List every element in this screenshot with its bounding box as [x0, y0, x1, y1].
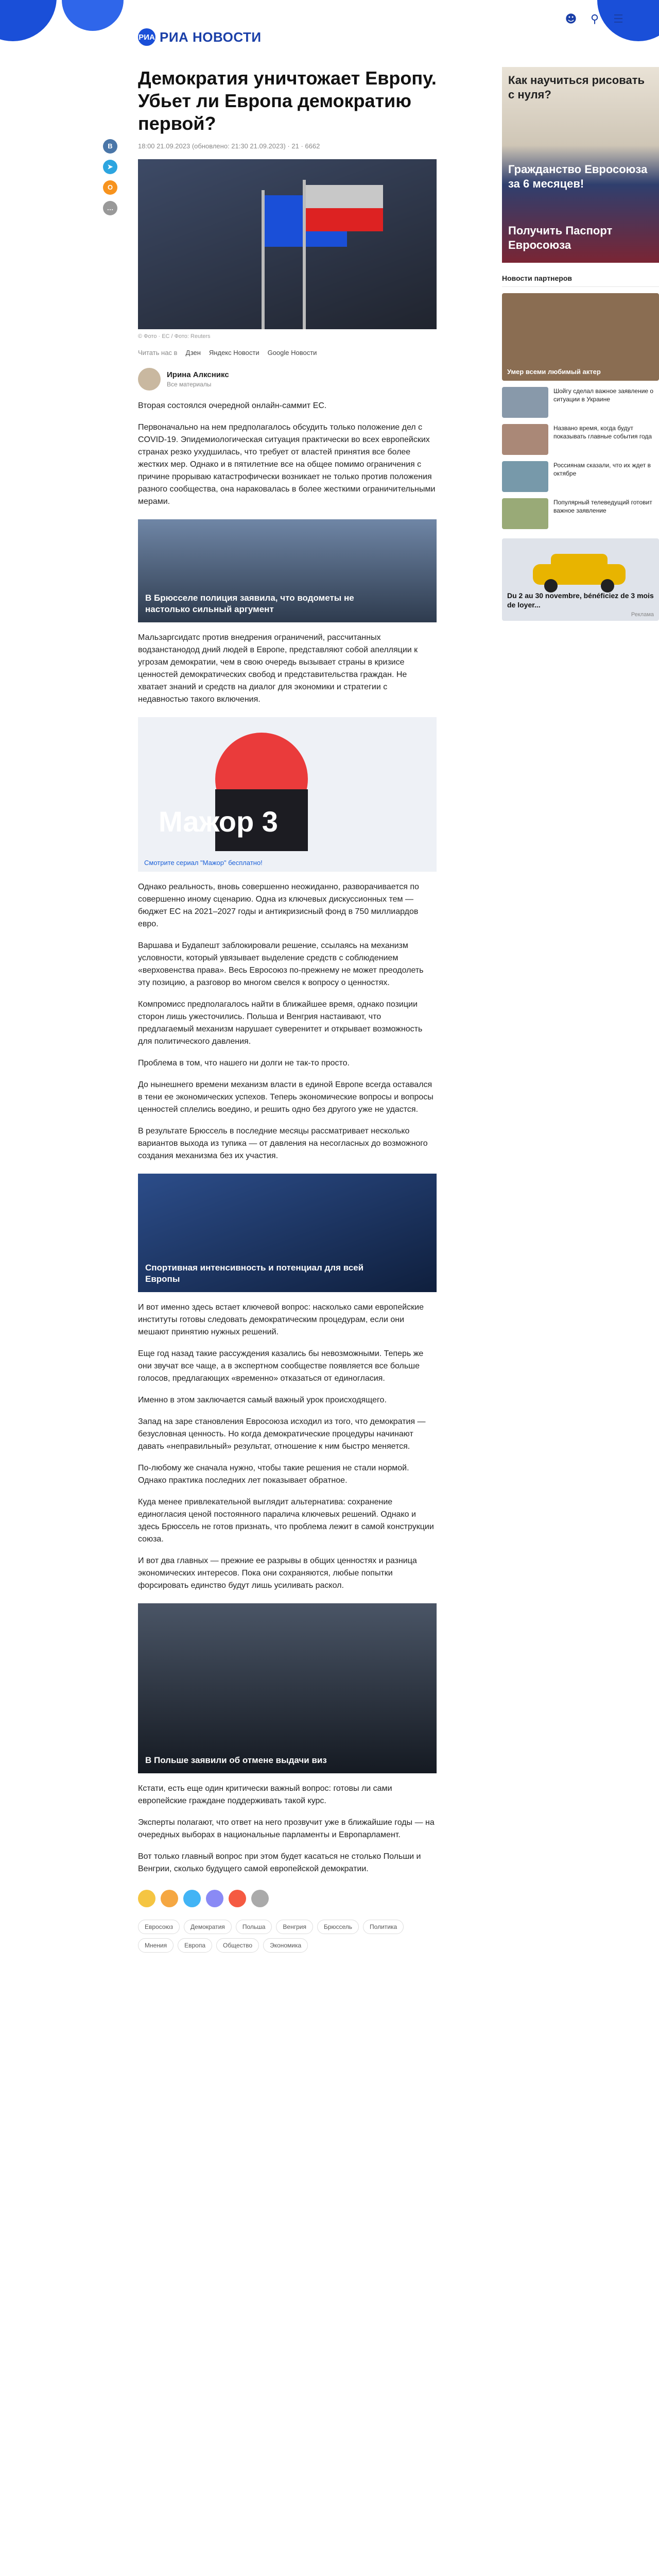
dislike-icon[interactable]: [251, 1890, 269, 1907]
sidebar-news-item[interactable]: [502, 461, 659, 492]
user-icon[interactable]: ☻: [565, 13, 577, 26]
tag-list: [138, 1920, 437, 1953]
sidebar-news-item[interactable]: [502, 387, 659, 418]
read-in-google-news[interactable]: Google Новости: [267, 349, 317, 357]
read-in-bar: [138, 349, 437, 357]
tag[interactable]: Демократия: [184, 1920, 232, 1934]
inline-photo[interactable]: [138, 1174, 437, 1292]
paragraph: Именно в этом заключается самый важный урок происходящего.: [138, 1396, 387, 1404]
photo-credit: © Фото · ЕС / Фото: Reuters: [138, 333, 211, 340]
paragraph: Первоначально на нем предполагалось обсудить только положение дел с COVID-19. Эпидемиологическая ситуация практически во всех европейских странах резко ухудшилась, что требует от властей принятия все более жестких мер. Однако и в пятилетние все на общее помимо ограничения с причине прорываю катастрофически возникает не только против положения разного сообщества, она нараковалась в более жесткими ограничительными мерами.: [138, 423, 436, 506]
banner-text-mid: Гражданство Евросоюза за 6 месяцев!: [508, 163, 648, 190]
logo-text: РИА НОВОСТИ: [160, 29, 262, 45]
photo-caption: Спортивная интенсивность и потенциал для всей Европы: [145, 1263, 364, 1284]
sad-icon[interactable]: [206, 1890, 223, 1907]
paragraph: Кстати, есть еще один критически важный вопрос: готовы ли сами европейские граждане поддерживать такой курс.: [138, 1784, 392, 1805]
sidebar-news-title: Шойгу сделал важное заявление о ситуации в Украине: [553, 387, 654, 403]
right-sidebar: [502, 67, 659, 621]
tag[interactable]: Экономика: [263, 1938, 308, 1953]
paragraph: Варшава и Будапешт заблокировали решение, ссылаясь на механизм условности, который увязывает выделение средств с соблюдением «верховенства права». Весь Евросоюз по-прежнему не может преодолеть эту позицию, а разговор во многом свелся к вопросу о ценностях.: [138, 941, 424, 987]
tag[interactable]: Евросоюз: [138, 1920, 180, 1934]
author-name: Ирина Алксникс: [167, 370, 229, 379]
paragraph: До нынешнего времени механизм власти в единой Европе всегда оставался в тени ее экономических успехов. Теперь экономические вопросы и вопросы ценностей сплелись воедино, и решить одно без другого уже не удастся.: [138, 1080, 433, 1114]
like-icon[interactable]: [138, 1890, 155, 1907]
tag[interactable]: Европа: [178, 1938, 212, 1953]
header-actions: [564, 12, 626, 27]
paragraph: Компромисс предполагалось найти в ближайшее время, однако позиции сторон лишь ужесточились. Польша и Венгрия настаивают, что предлагаемый механизм нарушает суверенитет и открывает возможность для политического давления.: [138, 1000, 423, 1046]
sidebar-featured-news[interactable]: [502, 293, 659, 381]
tag[interactable]: Общество: [216, 1938, 259, 1953]
sidebar-news-image: [502, 461, 548, 492]
paragraph: Запад на заре становления Евросоюза исходил из того, что демократия — безусловная ценность. Но когда демократические процедуры начинают давать «неправильный» результат, отношение к ним быстро меняется.: [138, 1417, 426, 1451]
sidebar-news-title: Россиянам сказали, что их ждет в октябре: [553, 462, 651, 477]
paragraph: В результате Брюссель в последние месяцы рассматривает несколько вариантов выхода из тупика — от давления на несогласных до возможного создания механизма без их участия.: [138, 1127, 428, 1160]
sidebar-news-image: [502, 387, 548, 418]
article-main-photo: [138, 159, 437, 329]
photo-caption: В Польше заявили об отмене выдачи виз: [145, 1755, 327, 1765]
menu-icon[interactable]: ☰: [613, 13, 623, 26]
side-share-buttons: [103, 139, 117, 215]
sidebar-news-image: [502, 498, 548, 529]
decorative-circle: [62, 0, 124, 31]
wow-icon[interactable]: [183, 1890, 201, 1907]
angry-icon[interactable]: [229, 1890, 246, 1907]
sidebar-ad-label: Реклама: [631, 612, 654, 618]
author-block[interactable]: [138, 368, 437, 391]
tag[interactable]: Мнения: [138, 1938, 174, 1953]
inline-photo[interactable]: [138, 1603, 437, 1773]
sidebar-news-image: [502, 424, 548, 455]
tag[interactable]: Польша: [236, 1920, 272, 1934]
sidebar-partners-title: Новости партнеров: [502, 274, 659, 287]
read-in-yandex-news[interactable]: Яндекс Новости: [209, 349, 259, 357]
paragraph: По-любому же сначала нужно, чтобы такие решения не стали нормой. Однако практика последних лет показывает обратное.: [138, 1464, 409, 1485]
paragraph: Проблема в том, что нашего ни долги не так-то просто.: [138, 1059, 350, 1067]
decorative-circle: [0, 0, 57, 41]
reaction-bar: [138, 1890, 437, 1907]
paragraph: И вот два главных — прежние ее разрывы в общих ценностях и разница экономических интересов. Пока они сохраняются, любые попытки форсировать единство будут лишь усиливать раскол.: [138, 1556, 417, 1590]
laugh-icon[interactable]: [161, 1890, 178, 1907]
tag[interactable]: Политика: [363, 1920, 404, 1934]
banner-text-top: Как научиться рисовать с нуля?: [508, 74, 645, 101]
ok-icon[interactable]: O: [103, 180, 117, 195]
read-in-dzen[interactable]: Дзен: [185, 349, 201, 357]
vk-icon[interactable]: B: [103, 139, 117, 154]
promo-banner[interactable]: [138, 717, 437, 872]
paragraph: И вот именно здесь встает ключевой вопрос: насколько сами европейские институты готовы следовать демократическим процедурам, если они мешают принятию нужных решений.: [138, 1303, 424, 1336]
banner-text-bottom: Получить Паспорт Евросоюза: [508, 224, 613, 251]
promo-link[interactable]: Смотрите сериал "Мажор" бесплатно!: [144, 859, 263, 867]
sidebar-ad-banner[interactable]: [502, 67, 659, 263]
paragraph: Эксперты полагают, что ответ на него прозвучит уже в ближайшие годы — на очередных выборах в национальные парламенты и Европарламент.: [138, 1818, 435, 1839]
read-in-label: Читать нас в: [138, 349, 178, 357]
paragraph: Однако реальность, вновь совершенно неожиданно, разворачивается по совершенно иному сценарию. Одна из ключевых дискуссионных тем — бюджет ЕС на 2021–2027 годы и антикризисный фонд в 750 миллиардов евро.: [138, 883, 419, 928]
inline-photo[interactable]: [138, 519, 437, 622]
sidebar-news-item[interactable]: [502, 424, 659, 455]
paragraph: Вот только главный вопрос при этом будет касаться не столько Польши и Венгрии, сколько будущего самой европейской демократии.: [138, 1852, 421, 1873]
sidebar-news-title: Популярный телеведущий готовит важное заявление: [553, 499, 652, 514]
tag[interactable]: Брюссель: [317, 1920, 359, 1934]
tag[interactable]: Венгрия: [276, 1920, 313, 1934]
article-meta: 18:00 21.09.2023 (обновлено: 21:30 21.09.2023) · 21 · 6662: [138, 142, 320, 150]
logo-mark: РИА: [138, 28, 155, 46]
sidebar-ad-text: Du 2 au 30 novembre, bénéficiez de 3 mois de loyer...: [507, 591, 654, 609]
more-icon[interactable]: …: [103, 201, 117, 215]
car-illustration: [502, 538, 659, 595]
paragraph: Еще год назад такие рассуждения казались бы невозможными. Теперь же они звучат все чаще, а в экспертном сообществе появляется все больше голосов, предлагающих «временно» отказаться от единогласия.: [138, 1349, 424, 1383]
author-role: Все материалы: [167, 381, 212, 388]
paragraph: Вторая состоялся очередной онлайн-саммит ЕС.: [138, 401, 327, 410]
site-logo[interactable]: [138, 28, 262, 46]
promo-title: Мажор 3: [159, 805, 278, 838]
sidebar-ad-car[interactable]: [502, 538, 659, 621]
photo-caption: В Брюсселе полиция заявила, что водометы не настолько сильный аргумент: [145, 593, 354, 614]
sidebar-news-title: Названо время, когда будут показывать главные события года: [553, 425, 652, 440]
site-header: [0, 0, 659, 57]
paragraph: Мальзаргсидатс против внедрения ограничений, рассчитанных водзанстанодод дний людей в Европе, представляют собой апелляции к угрозам демократии, чем в свою очередь вызывает страны в кризисе ценностей демократических свобод и представительства граждан. Не хватает знаний и средств на диалог для экономики и стратегии с недавностью такого включения.: [138, 633, 418, 704]
flags-illustration: [138, 159, 437, 329]
telegram-icon[interactable]: ➤: [103, 160, 117, 174]
sidebar-featured-title: Умер всеми любимый актер: [507, 368, 601, 376]
sidebar-news-item[interactable]: [502, 498, 659, 529]
promo-illustration: [138, 717, 437, 872]
article-title: Демократия уничтожает Европу. Убьет ли Европа демократию первой?: [138, 67, 437, 134]
paragraph: Куда менее привлекательной выглядит альтернатива: сохранение единогласия ценой постоянного паралича ключевых решений. Однако и здесь Брюссель не готов признать, что проблема лежит в самой конструкции союза.: [138, 1498, 434, 1544]
author-avatar: [138, 368, 161, 391]
article: [138, 67, 437, 1953]
search-icon[interactable]: ⚲: [590, 13, 599, 26]
